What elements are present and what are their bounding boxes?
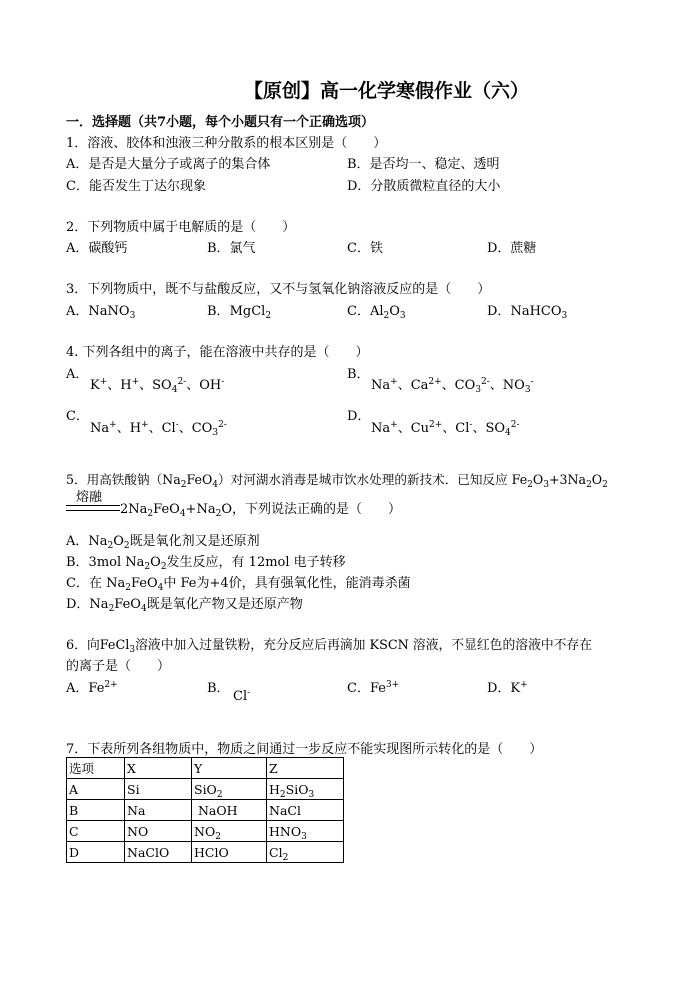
q6-option-d	[487, 677, 528, 696]
page-title: 【原创】高一化学寒假作业（六）	[244, 80, 530, 102]
table-header-cell: 选项	[67, 758, 125, 779]
q4-option-c-ions	[90, 417, 227, 436]
q5-stem-part-b: FeO	[186, 472, 213, 487]
table-header-row	[67, 758, 344, 779]
q5-d-part-c: 既是氧化产物又是还原产物	[146, 597, 303, 612]
q5-option-a	[66, 530, 260, 549]
q6-c-text: C．Fe	[347, 681, 386, 696]
q5-line2-sub-b: 4	[179, 509, 186, 519]
q3-option-c-sub-2: 3	[399, 311, 406, 321]
q5-a-part-b: O	[113, 534, 124, 549]
q5-a-part-a: A．Na	[66, 534, 108, 549]
q4-option-a-label: A．	[66, 367, 89, 382]
q4-b-ion-3: 、CO	[441, 378, 476, 393]
q5-option-d	[66, 593, 303, 612]
q6-a-text: A．Fe	[66, 681, 105, 696]
q3-option-b-formula: MgCl	[229, 304, 266, 319]
q5-reaction-arrow	[66, 505, 120, 511]
q1-stem: 1．溶液、胶体和浊液三种分散系的根本区别是（ ）	[66, 136, 387, 151]
q5-line2-sub-c: 2	[215, 509, 222, 519]
q6-stem-part-a: 6．向FeCl	[66, 638, 130, 653]
q3-option-c	[347, 300, 406, 319]
q6-b-sup: -	[247, 688, 251, 698]
table-cell-option: D	[67, 842, 125, 863]
q4-c-ion-1: Na	[90, 421, 110, 436]
q4-option-a-ions	[90, 374, 224, 393]
table-cell-option: A	[67, 779, 125, 800]
q5-b-sub-b: 2	[160, 562, 167, 572]
q4-a-ion-4: 、OH	[186, 378, 222, 393]
q5-option-b	[66, 551, 346, 570]
cell-z-text: H	[269, 781, 280, 797]
q5-stem-part-a: 5．用高铁酸钠（Na	[66, 472, 181, 487]
q5-b-part-c: 发生反应，有 12mol 电子转移	[166, 555, 346, 570]
q6-b-ion: Cl	[233, 689, 248, 704]
q5-a-sub-a: 2	[107, 541, 114, 551]
q6-option-a	[66, 677, 118, 696]
q5-stem-line1	[66, 469, 608, 488]
q5-line2-part-d: O，下列说法正确的是（ ）	[221, 502, 401, 517]
q6-d-sup: +	[520, 680, 528, 690]
q3-option-b	[207, 300, 271, 319]
q3-option-c-label: C．	[347, 304, 370, 319]
q2-option-c: C．铁	[347, 241, 383, 256]
q5-stem-part-c: ）对河湖水消毒是城市饮水处理的新技术．已知反应 Fe	[218, 472, 528, 487]
q6-option-b-ion	[233, 689, 250, 704]
q4-d-ion-2-sup: 2+	[429, 420, 443, 430]
q4-d-ion-4-sup: 2-	[510, 420, 520, 430]
q5-line2-part-c: +Na	[185, 502, 216, 517]
q4-a-ion-1-sup: +	[99, 377, 108, 387]
q4-b-ion-1: Na	[371, 378, 391, 393]
q4-d-ion-3-sup: -	[469, 420, 473, 430]
q1-option-a: A．是否是大量分子或离子的集合体	[66, 157, 271, 172]
table-header-cell: X	[125, 758, 192, 779]
table-cell-y	[192, 779, 267, 800]
cell-z-text: HNO	[269, 823, 302, 839]
q5-d-part-a: D．Na	[66, 597, 109, 612]
q4-d-ion-3: 、Cl	[442, 421, 470, 436]
q5-stem-part-e: +3Na	[548, 472, 587, 487]
q4-a-ion-3: 、SO	[139, 378, 172, 393]
table-cell-option: C	[67, 821, 125, 842]
q4-c-ion-4-sup: 2-	[218, 420, 227, 430]
table-cell-x: Na	[125, 800, 192, 821]
q6-a-sup: 2+	[104, 680, 118, 690]
q3-option-c-formula-2: O	[389, 304, 400, 319]
table-row	[67, 779, 344, 800]
q3-option-d-label: D．	[487, 304, 511, 319]
q6-c-sup: 3+	[385, 680, 400, 690]
q4-b-ion-2-sup: 2+	[428, 377, 442, 387]
q4-a-ion-1: K	[90, 378, 100, 393]
q2-option-d: D．蔗糖	[487, 241, 537, 256]
q4-b-ion-4: 、NO	[489, 378, 525, 393]
q4-d-ion-1-sup: +	[390, 420, 398, 430]
q4-c-ion-2-sup: +	[141, 420, 149, 430]
table-cell-y: HClO	[192, 842, 267, 863]
q5-sub-c: 2	[527, 480, 533, 490]
q4-c-ion-4-sub: 3	[212, 428, 219, 438]
q4-b-ion-4-sup: -	[530, 377, 534, 387]
table-header-cell: Z	[267, 758, 344, 779]
q5-option-c	[66, 572, 411, 591]
q5-c-part-c: 中 Fe为+4价，具有强氧化性，能消毒杀菌	[163, 576, 411, 591]
table-cell-z: NaCl	[267, 800, 344, 821]
q3-option-a-sub: 3	[129, 311, 136, 321]
cell-z-sub: 3	[301, 831, 307, 842]
q5-line2-sub-a: 2	[147, 509, 154, 519]
q4-c-ion-2: 、H	[116, 421, 142, 436]
q4-c-ion-1-sup: +	[109, 420, 117, 430]
q5-c-part-b: FeO	[130, 576, 158, 591]
cell-z-sub: 2	[282, 852, 289, 863]
q3-option-b-sub: 2	[265, 311, 272, 321]
q3-option-c-sub-1: 2	[383, 311, 390, 321]
q4-option-b-label: B．	[347, 367, 370, 382]
q4-b-ion-4-sub: 3	[524, 385, 531, 395]
q5-line2-part-b: FeO	[153, 502, 180, 517]
q5-stem-part-f: O	[591, 472, 603, 487]
q5-c-sub-b: 4	[157, 583, 164, 593]
q6-option-c	[347, 677, 399, 696]
q5-sub-e: 2	[586, 480, 592, 490]
table-cell-z	[267, 842, 344, 863]
q6-d-text: D．K	[487, 681, 521, 696]
q4-b-ion-3-sup: 2-	[481, 377, 490, 387]
q7-table	[66, 757, 344, 863]
q3-option-d	[487, 300, 567, 319]
q4-d-ion-2: 、Cu	[397, 421, 430, 436]
cell-z-sub-2: 3	[308, 789, 315, 800]
q5-c-sub-a: 2	[125, 583, 131, 593]
q6-stem-line2: 的离子是（ ）	[66, 659, 171, 674]
q4-a-ion-2-sup: +	[131, 377, 140, 387]
q7-stem: 7．下表所列各组物质中，物质之间通过一步反应不能实现图所示转化的是（ ）	[66, 742, 543, 757]
cell-z-text: Cl	[269, 844, 283, 860]
q5-c-part-a: C．在 Na	[66, 576, 126, 591]
section-heading: 一．选择题（共7小题，每个小题只有一个正确选项）	[66, 115, 375, 130]
q5-d-sub-a: 2	[108, 604, 115, 614]
cell-y-sub: 2	[215, 831, 221, 842]
cell-y-sub: 2	[216, 789, 223, 800]
q6-stem-part-b: 溶液中加入过量铁粉，充分反应后再滴加 KSCN 溶液，不显红色的溶液中不存在	[135, 638, 593, 653]
table-row	[67, 800, 344, 821]
q5-sub-a: 2	[180, 480, 187, 490]
q5-a-sub-b: 2	[123, 541, 130, 551]
q3-option-c-formula-1: Al	[369, 304, 384, 319]
q3-option-d-sub: 3	[561, 311, 568, 321]
q3-option-a-label: A．	[66, 304, 89, 319]
q4-option-b-ions	[371, 374, 534, 393]
cell-z-text-2: SiO	[285, 781, 309, 797]
q4-option-d-label: D．	[347, 409, 371, 424]
q5-sub-d: 3	[543, 480, 549, 490]
q4-a-ion-4-sup: -	[221, 377, 225, 387]
q4-option-d-ions	[371, 417, 520, 436]
q5-a-part-c: 既是氧化剂又是还原剂	[129, 534, 260, 549]
q3-stem: 3．下列物质中，既不与盐酸反应，又不与氢氧化钠溶液反应的是（ ）	[66, 282, 491, 297]
q5-sub-f: 2	[602, 480, 608, 490]
q4-a-ion-3-sub: 4	[171, 385, 178, 395]
q6-stem-line1	[66, 634, 592, 653]
table-cell-y: NaOH	[192, 800, 267, 821]
q3-option-b-label: B．	[207, 304, 230, 319]
q1-option-c: C．能否发生丁达尔现象	[66, 179, 206, 194]
q4-b-ion-3-sub: 3	[475, 385, 482, 395]
q5-b-part-b: O	[150, 555, 161, 570]
q1-option-d: D．分散质微粒直径的大小	[347, 179, 501, 194]
q5-line2-part-a: 2Na	[120, 502, 148, 517]
q3-option-d-formula: NaHCO	[510, 304, 562, 319]
table-cell-x: NaClO	[125, 842, 192, 863]
q4-d-ion-4-sub: 4	[505, 428, 511, 438]
table-cell-x: Si	[125, 779, 192, 800]
table-cell-option: B	[67, 800, 125, 821]
table-cell-y	[192, 821, 267, 842]
table-cell-z	[267, 821, 344, 842]
table-header-cell: Y	[192, 758, 267, 779]
q5-stem-part-d: O	[532, 472, 544, 487]
q5-d-part-b: FeO	[114, 597, 141, 612]
q5-d-sub-b: 4	[140, 604, 147, 614]
q5-stem-line2	[120, 498, 401, 517]
q4-c-ion-3: 、Cl	[148, 421, 176, 436]
q4-option-c-label: C．	[66, 409, 89, 424]
q2-option-a: A．碳酸钙	[66, 241, 128, 256]
q2-stem: 2．下列物质中属于电解质的是（ ）	[66, 220, 296, 235]
q4-c-ion-3-sup: -	[175, 420, 179, 430]
table-cell-x: NO	[125, 821, 192, 842]
q3-option-a	[66, 300, 135, 319]
q4-d-ion-1: Na	[371, 421, 391, 436]
table-row	[67, 821, 344, 842]
q5-reaction-condition: 熔融	[76, 490, 103, 505]
q4-stem: 4. 下列各组中的离子，能在溶液中共存的是（ ）	[66, 345, 369, 360]
q4-b-ion-1-sup: +	[390, 377, 398, 387]
q4-c-ion-4: 、CO	[178, 421, 213, 436]
q4-b-ion-2: 、Ca	[397, 378, 429, 393]
table-cell-z	[267, 779, 344, 800]
q4-d-ion-4: 、SO	[472, 421, 506, 436]
q5-sub-b: 4	[212, 480, 218, 490]
q3-option-a-formula: NaNO	[88, 304, 130, 319]
q5-b-sub-a: 2	[144, 562, 151, 572]
table-row	[67, 842, 344, 863]
q2-option-b: B．氯气	[207, 241, 256, 256]
q5-b-part-a: B．3mol Na	[66, 555, 145, 570]
q6-stem-sub: 3	[129, 645, 136, 655]
q1-option-b: B．是否均一、稳定、透明	[347, 157, 500, 172]
q4-a-ion-3-sup: 2-	[177, 377, 187, 387]
q6-option-b-label: B．	[207, 681, 230, 696]
q4-a-ion-2: 、H	[107, 378, 132, 393]
cell-y-text: NO	[194, 823, 216, 839]
cell-z-sub: 2	[279, 789, 286, 800]
cell-y-text: SiO	[194, 781, 217, 797]
